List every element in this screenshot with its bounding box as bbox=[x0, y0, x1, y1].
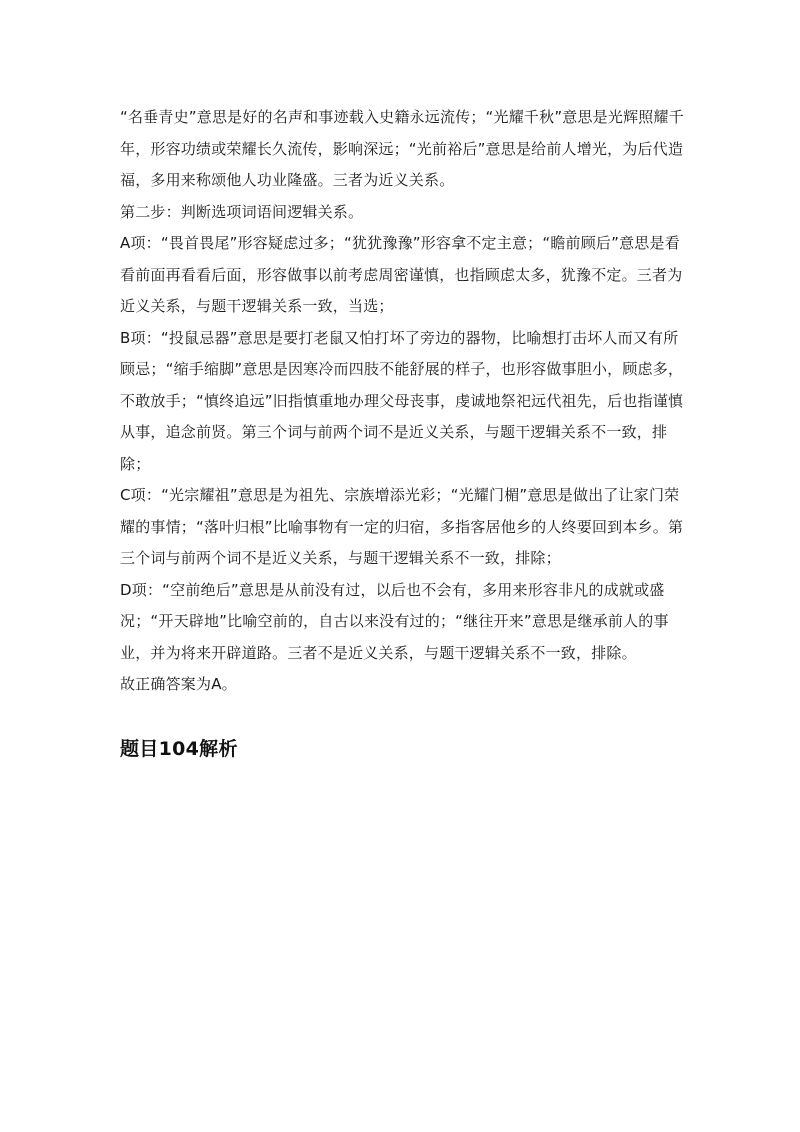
paragraph-option-a: A项：“畏首畏尾”形容疑虑过多；“犹犹豫豫”形容拿不定主意；“瞻前顾后”意思是看看前面再看看后面，形容做事以前考虑周密谨慎，也指顾虑太多，犹豫不定。三者为近义关系，与题干逻辑关系一致，当选； bbox=[120, 234, 683, 315]
paragraph-option-c: C项：“光宗耀祖”意思是为祖先、宗族增添光彩；“光耀门楣”意思是做出了让家门荣耀的事情；“落叶归根”比喻事物有一定的归宿，多指客居他乡的人终要回到本乡。第三个词与前两个词不是近义关系，与题干逻辑关系不一致，排除； bbox=[120, 486, 684, 567]
paragraph-step-two: 第二步：判断选项词语间逻辑关系。 bbox=[120, 202, 364, 221]
paragraph-answer: 故正确答案为A。 bbox=[120, 675, 237, 693]
analysis-content bbox=[120, 102, 690, 701]
paragraph-idiom-meanings: “名垂青史”意思是好的名声和事迹载入史籍永远流传；“光耀千秋”意思是光辉照耀千年，形容功绩或荣耀长久流传，影响深远；“光前裕后”意思是给前人增光，为后代造福，多用来称颂他人功业隆盛。三者为近义关系。 bbox=[120, 108, 684, 189]
section-title: 题目104解析 bbox=[120, 737, 238, 760]
paragraph-option-d: D项：“空前绝后”意思是从前没有过，以后也不会有，多用来形容非凡的成就或盛况；“开天辟地”比喻空前的，自古以来没有过的；“继往开来”意思是继承前人的事业，并为将来开辟道路。三者不是近义关系，与题干逻辑关系不一致，排除。 bbox=[120, 580, 669, 662]
paragraph-option-b: B项：“投鼠忌器”意思是要打老鼠又怕打坏了旁边的器物，比喻想打击坏人而又有所顾忌；“缩手缩脚”意思是因寒冷而四肢不能舒展的样子，也形容做事胆小，顾虑多，不敢放手；“慎终追远”旧指慎重地办理父母丧事，虔诚地祭祀远代祖先，后也指谨慎从事，追念前贤。第三个词与前两个词不是近义关系，与题干逻辑关系不一致，排除； bbox=[120, 328, 684, 473]
